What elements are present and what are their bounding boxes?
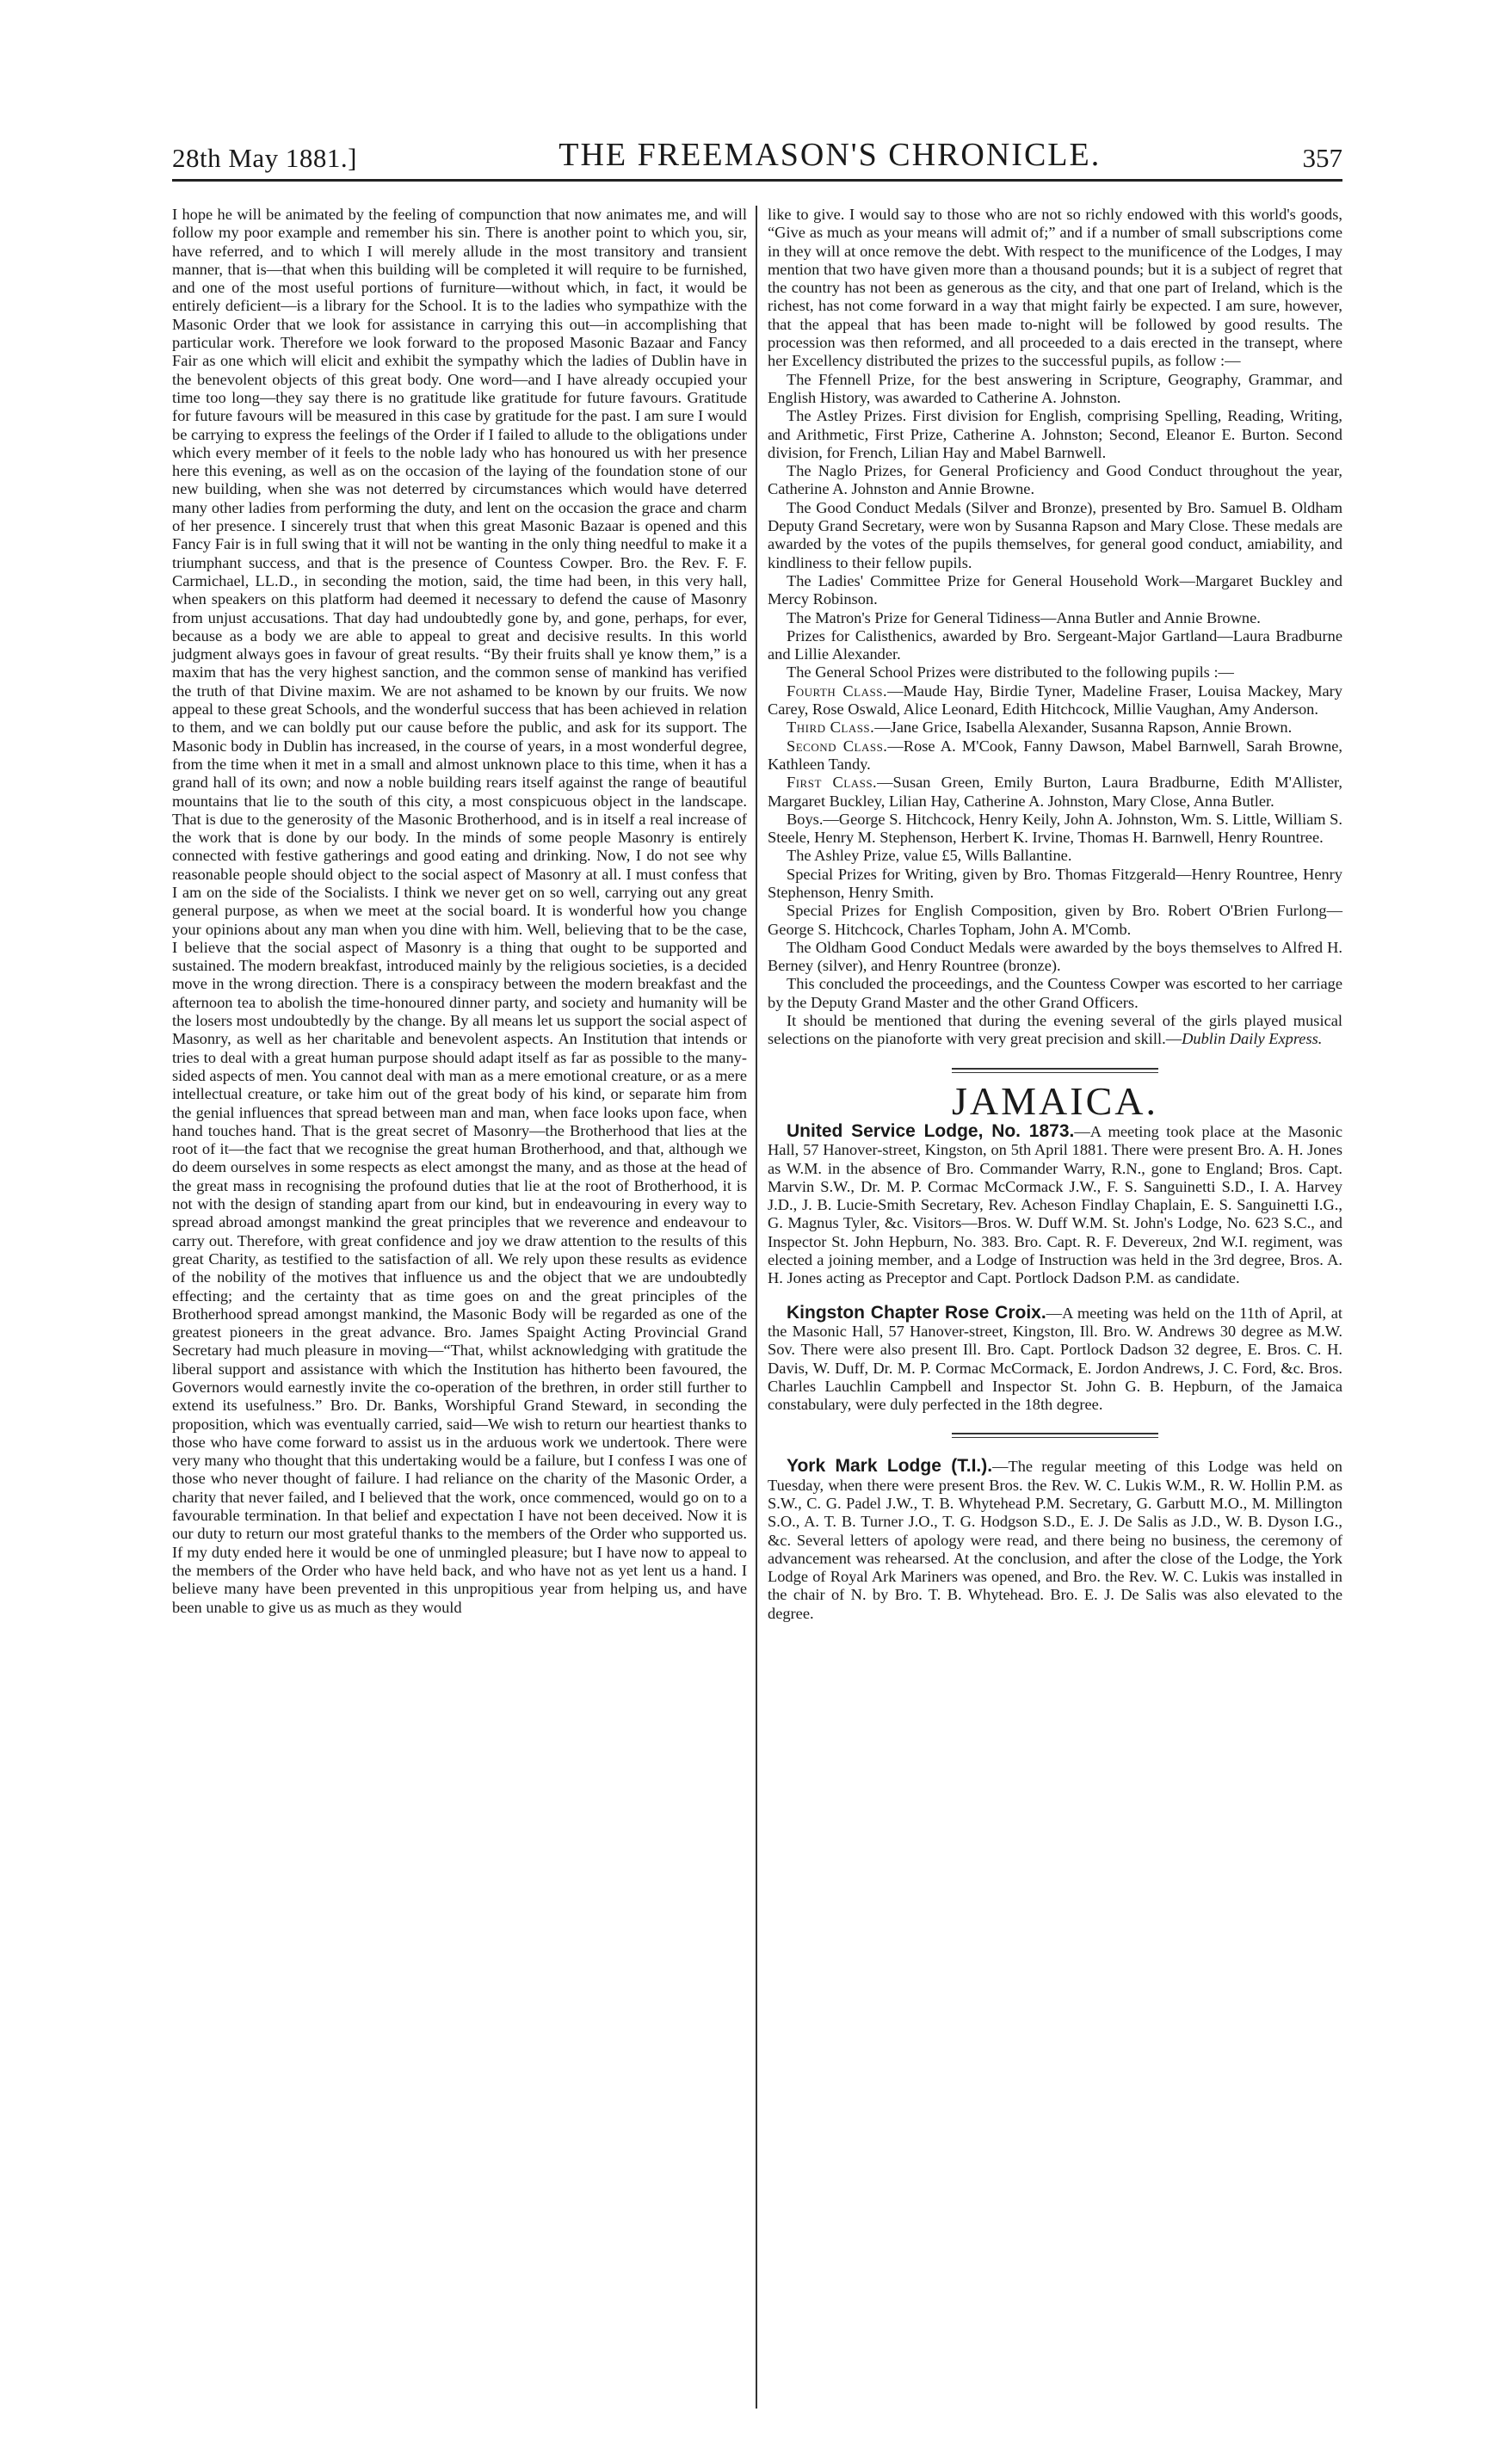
newspaper-page bbox=[172, 120, 1342, 2427]
class-names: —Maude Hay, Birdie Tyner, Madeline Fraser, Louisa Mackey, Mary Carey, Rose Oswald, Alice Leonard, Edith Hitchcock, Millie Vaughan, Amy Anderson. bbox=[768, 682, 1342, 719]
right-column bbox=[759, 206, 1342, 2409]
speech-continuation: like to give. I would say to those who are not so richly endowed with this world's goods, “Give as much as your means will admit of;” and if a number of small subscriptions come in they will at once remove the debt. With respect to the munificence of the Lodges, I may mention that two have given more than a thousand pounds; but it is a subject of regret that the country has not been as generous as the city, and that one part of Ireland, which is the richest, has not come forward in a way that might fairly be expected. I am sure, however, that the appeal that has been made to-night will be followed by good results. The procession was then reformed, and all proceeded to a dais erected in the transept, where her Excellency distributed the prizes to the successful pupils, as follow :— bbox=[768, 206, 1342, 370]
prize-ashley: The Ashley Prize, value £5, Wills Ballantine. bbox=[787, 847, 1072, 865]
class-third bbox=[768, 719, 1342, 737]
lodge-name: Kingston Chapter Rose Croix. bbox=[787, 1302, 1046, 1323]
lodge-text: —The regular meeting of this Lodge was held on Tuesday, when there were present Bros. the Rev. W. C. Lukis W.M., R. W. Hollin P.M. as S.W., C. G. Padel J.W., T. B. Whytehead P.M. Secretary, G. Garbutt M.O., M. Millington S.O., A. T. B. Turner J.O., T. G. Hodgson S.D., E. J. De Salis as J.D., W. B. Dyson I.G., &c. Several letters of apology were read, and there being no business, the ceremony of advancement was rehearsed. At the conclusion, and after the close of the Lodge, the York Lodge of Royal Ark Mariners was opened, and Bro. the Rev. W. C. Lukis was installed in the chair of N. by Bro. T. B. Whytehead. Bro. E. J. De Salis was also elevated to the degree. bbox=[768, 1458, 1343, 1622]
source-credit: Dublin Daily Express. bbox=[1182, 1030, 1323, 1048]
section-divider bbox=[952, 1068, 1158, 1073]
section-title: JAMAICA. bbox=[952, 1078, 1158, 1123]
prize-calisthenics: Prizes for Calisthenics, awarded by Bro. Sergeant-Major Gartland—Laura Bradburne and Lillie Alexander. bbox=[768, 626, 1342, 663]
closing-text: It should be mentioned that during the evening several of the girls played musical selections on the pianoforte with very great precision and skill.— bbox=[768, 1012, 1342, 1048]
class-label: First Class. bbox=[787, 774, 878, 792]
prize-ladies-committee: The Ladies' Committee Prize for General Household Work—Margaret Buckley and Mercy Robinson. bbox=[768, 571, 1342, 608]
publication-title: THE FREEMASON'S CHRONICLE. bbox=[559, 137, 1102, 173]
class-first bbox=[768, 774, 1342, 811]
prize-general-school: The General School Prizes were distributed to the following pupils :— bbox=[787, 663, 1234, 682]
class-label: Fourth Class. bbox=[787, 682, 888, 700]
class-names: —Jane Grice, Isabella Alexander, Susanna Rapson, Annie Brown. bbox=[874, 719, 1293, 737]
class-label: Second Class. bbox=[787, 737, 888, 755]
section-divider bbox=[952, 1433, 1158, 1438]
lodge-name: United Service Lodge, No. 1873. bbox=[787, 1120, 1075, 1141]
lodge-text: —A meeting was held on the 11th of April, at the Masonic Hall, 57 Hanover-street, Kingston, Ill. Bro. W. Andrews 30 degree as M.W. Sov. There were also present Ill. Bro. Capt. Portlock Dadson 32 degree, E. Bros. C. H. Davis, W. Duff, Dr. M. P. Cormac McCormack, E. Jordon Andrews, J. C. Ford, &c. Bros. Charles Lauchlin Campbell and Inspector St. John G. B. Hepburn, of the Jamaica constabulary, were duly perfected in the 18th degree. bbox=[768, 1304, 1342, 1414]
prize-oldham-medals: The Oldham Good Conduct Medals were awarded by the boys themselves to Alfred H. Berney (silver), and Henry Rountree (bronze). bbox=[768, 938, 1342, 975]
closing-paragraph bbox=[768, 1012, 1342, 1049]
prize-naglo: The Naglo Prizes, for General Proficiency and Good Conduct throughout the year, Catherine A. Johnston and Annie Browne. bbox=[768, 462, 1342, 498]
class-names: —Rose A. M'Cook, Fanny Dawson, Mabel Barnwell, Sarah Browne, Kathleen Tandy. bbox=[768, 737, 1342, 773]
issue-date: 28th May 1881.] bbox=[172, 143, 358, 173]
prize-astley: The Astley Prizes. First division for English, comprising Spelling, Reading, Writing, and Arithmetic, First Prize, Catherine A. Johnston; Second, Eleanor E. Burton. Second division, for French, Lilian Hay and Mabel Barnwell. bbox=[768, 407, 1342, 461]
prize-composition: Special Prizes for English Composition, given by Bro. Robert O'Brien Furlong—George S. Hitchcock, Charles Topham, John A. M'Comb. bbox=[768, 902, 1342, 938]
lodge-report bbox=[768, 1304, 1342, 1415]
prize-good-conduct: The Good Conduct Medals (Silver and Bronze), presented by Bro. Samuel B. Oldham Deputy Grand Secretary, were won by Susanna Rapson and Mary Close. These medals are awarded by the votes of the pupils themselves, for general good conduct, amiability, and kindliness to their fellow pupils. bbox=[768, 498, 1342, 571]
lodge-report bbox=[768, 1457, 1342, 1623]
page-number: 357 bbox=[1302, 143, 1342, 173]
prize-matron: The Matron's Prize for General Tidiness—Anna Butler and Annie Browne. bbox=[787, 608, 1261, 626]
lodge-report bbox=[768, 1122, 1342, 1288]
lodge-text: —A meeting took place at the Masonic Hall, 57 Hanover-street, Kingston, on 5th April 1881. There were present Bro. A. H. Jones as W.M. in the absence of Bro. Commander Warry, R.N., gone to England; Bros. Capt. Marvin S.W., Dr. M. P. Cormac McCormack J.W., F. S. Sanguinetti S.D., I. A. Harvey J.D., J. B. Lucie-Smith Secretary, Rev. Acheson Findlay Chaplain, E. S. Sanguinetti I.G., G. Magnus Tyler, &c. Visitors—Bros. W. Duff W.M. St. John's Lodge, No. 623 S.C., and Inspector St. John Hepburn, No. 383. Bro. Capt. R. F. Devereux, 2nd W.I. regiment, was elected a joining member, and a Lodge of Instruction was held in the 3rd degree, Bros. A. H. Jones acting as Preceptor and Capt. Portlock Dadson P.M. as candidate. bbox=[768, 1122, 1342, 1287]
masthead bbox=[172, 120, 1342, 182]
lodge-name: York Mark Lodge (T.I.). bbox=[787, 1456, 993, 1477]
class-label: Third Class. bbox=[787, 719, 875, 737]
article-columns bbox=[172, 206, 1342, 2409]
class-fourth bbox=[768, 682, 1342, 719]
prize-ffennell: The Ffennell Prize, for the best answering in Scripture, Geography, Grammar, and English History, was awarded to Catherine A. Johnston. bbox=[768, 370, 1342, 406]
proceedings-conclusion: This concluded the proceedings, and the Countess Cowper was escorted to her carriage by the Deputy Grand Master and the other Grand Officers. bbox=[768, 975, 1342, 1011]
class-names: —Susan Green, Emily Burton, Laura Bradburne, Edith M'Allister, Margaret Buckley, Lilian Hay, Catherine A. Johnston, Mary Close, Anna Butler. bbox=[768, 774, 1342, 810]
class-second bbox=[768, 737, 1342, 774]
left-column bbox=[172, 206, 757, 2409]
prize-writing: Special Prizes for Writing, given by Bro. Thomas Fitzgerald—Henry Rountree, Henry Stephenson, Henry Smith. bbox=[768, 865, 1342, 901]
speech-text: I hope he will be animated by the feeling of compunction that now animates me, and will follow my poor example and remember his sin. There is another point to which you, sir, have referred, and to which I will merely allude in the most transitory and transient manner, that is—that when this building will be completed it will require to be furnished, and one of the most useful portions of furniture—without which, in fact, it would be entirely deficient—is a library for the School. It is to the ladies who sympathize with the Masonic Order that we look for assistance in carrying this out—in accomplishing that particular work. Therefore we look forward to the proposed Masonic Bazaar and Fancy Fair as one which will elicit and exhibit the sympathy which the ladies of Dublin have in the benevolent objects of this great body. One word—and I have already occupied your time too long—they say there is no gratitude like gratitude for future favours. Gratitude for future favours will be measured in this case by gratitude for the past. I am sure I would be carrying to express the feelings of the Order if I failed to allude to the obligations under which every member of it feels to the noble lady who has honoured us with her presence here this evening, as well as on the occasion of the laying of the foundation stone of our new building, when she was not deterred by circumstances which would have deterred many other ladies from performing the duty, and lent on the occasion the grace and charm of her presence. I sincerely trust that when this great Masonic Bazaar is opened and this Fancy Fair is in full swing that it will not be wanting in the only thing needful to make it a triumphant success, and that is the presence of Countess Cowper. Bro. the Rev. F. F. Carmichael, LL.D., in seconding the motion, said, the time had been, in this very hall, when speakers on this platform had deemed it necessary to defend the cause of Masonry from unjust accusations. That day had undoubtedly gone by, and gone, perhaps, for ever, because as a body we are able to appeal to great and decisive results. In this world judgment always goes in favour of great results. “By their fruits shall ye know them,” is a maxim that has the very highest sanction, and the common sense of mankind has verified the truth of that Divine maxim. We are not ashamed to be known by our fruits. We now appeal to these great Schools, and the wonderful success that has been achieved in relation to them, and we can boldly put our cause before the public, and ask for its support. The Masonic body in Dublin has increased, in the course of years, in a most wonderful degree, from the time when it met in a small and almost unknown place to this time, when it has a grand hall of its own; and now a noble building rears itself against the range of beautiful mountains that lie to the south of this city, a most conspicuous object in the landscape. That is due to the generosity of the Masonic Brotherhood, and is in itself a real increase of the work that is done by our body. In the minds of some people Masonry is entirely connected with festive gatherings and good eating and drinking. Now, I do not see why reasonable people should object to the social aspect of Masonry at all. I must confess that I am on the side of the Socialists. I think we never get on so well, carrying out any great general purpose, as when we meet at the social board. It is wonderful how you change your opinions about any man when you dine with him. Well, believing that to be the case, I believe that the social aspect of Masonry is a thing that ought to be supported and sustained. The modern breakfast, introduced mainly by the religious societies, is a decided move in the wrong direction. There is a conspiracy between the modern breakfast and the afternoon tea to abolish the time-honoured dinner party, and society and humanity will be the losers most undoubtedly by the change. By all means let us support the social aspect of Masonry, as well as her charitable and benevolent aspects. An Institution that intends or tries to deal with a great human purpose should adapt itself as far as possible to the many-sided aspects of men. You cannot deal with man as a mere emotional creature, or as a mere intellectual creature, or take him out of the great body of his kind, or separate him from the genial influences that spread between man and man, when face looks upon face, when hand touches hand. That is the great secret of Masonry—the Brotherhood that lies at the root of it—the fact that we recognise the great human Brotherhood, and that, although we do deem ourselves in some respects as elect amongst the many, and as those at the head of the great mass in recognising the profound duties that lie at the root of Brotherhood, it is not with the design of standing apart from our kind, but in endeavouring in every way to spread abroad amongst mankind the great principles that we reverence and endeavour to carry out. Therefore, with great confidence and joy we draw attention to the results of this great Charity, as testified to the satisfaction of all. We rely upon these results as evidence of the nobility of the motives that influence us and the object that we are undoubtedly effecting; and the certainty that as time goes on and the great principles of the Brotherhood spread amongst mankind, the Masonic Body will be regarded as one of the greatest pioneers in the great advance. Bro. James Spaight Acting Provincial Grand Secretary had much pleasure in moving—“That, whilst acknowledging with gratitude the liberal support and assistance with which the Institution has hitherto been favoured, the Governors would earnestly invite the co-operation of the brethren, in order still further to extend its usefulness.” Bro. Dr. Banks, Worshipful Grand Steward, in seconding the proposition, which was eventually carried, said—We wish to return our heartiest thanks to those who have come forward to assist us in the arduous work we undertook. There were very many who thought that this undertaking would be a failure, but I confess I was one of those who never thought of failure. I had reliance on the charity of the Masonic Order, a charity that never failed, and I believed that the work, once commenced, would go on to a favourable termination. In that belief and expectation I have not been deceived. Now it is our duty to return our most grateful thanks to the members of the Order who supported us. If my duty ended here it would be one of unmingled pleasure; but I have now to appeal to the members of the Order who have held back, and who have not as yet lent us a hand. I believe many have been prevented in this unpropitious year from helping us, and have been unable to give us as much as they would bbox=[172, 206, 747, 1616]
prize-boys: Boys.—George S. Hitchcock, Henry Keily, John A. Johnston, Wm. S. Little, William S. Steele, Henry M. Stephenson, Herbert K. Irvine, Thomas H. Barnwell, Henry Rountree. bbox=[768, 810, 1342, 847]
